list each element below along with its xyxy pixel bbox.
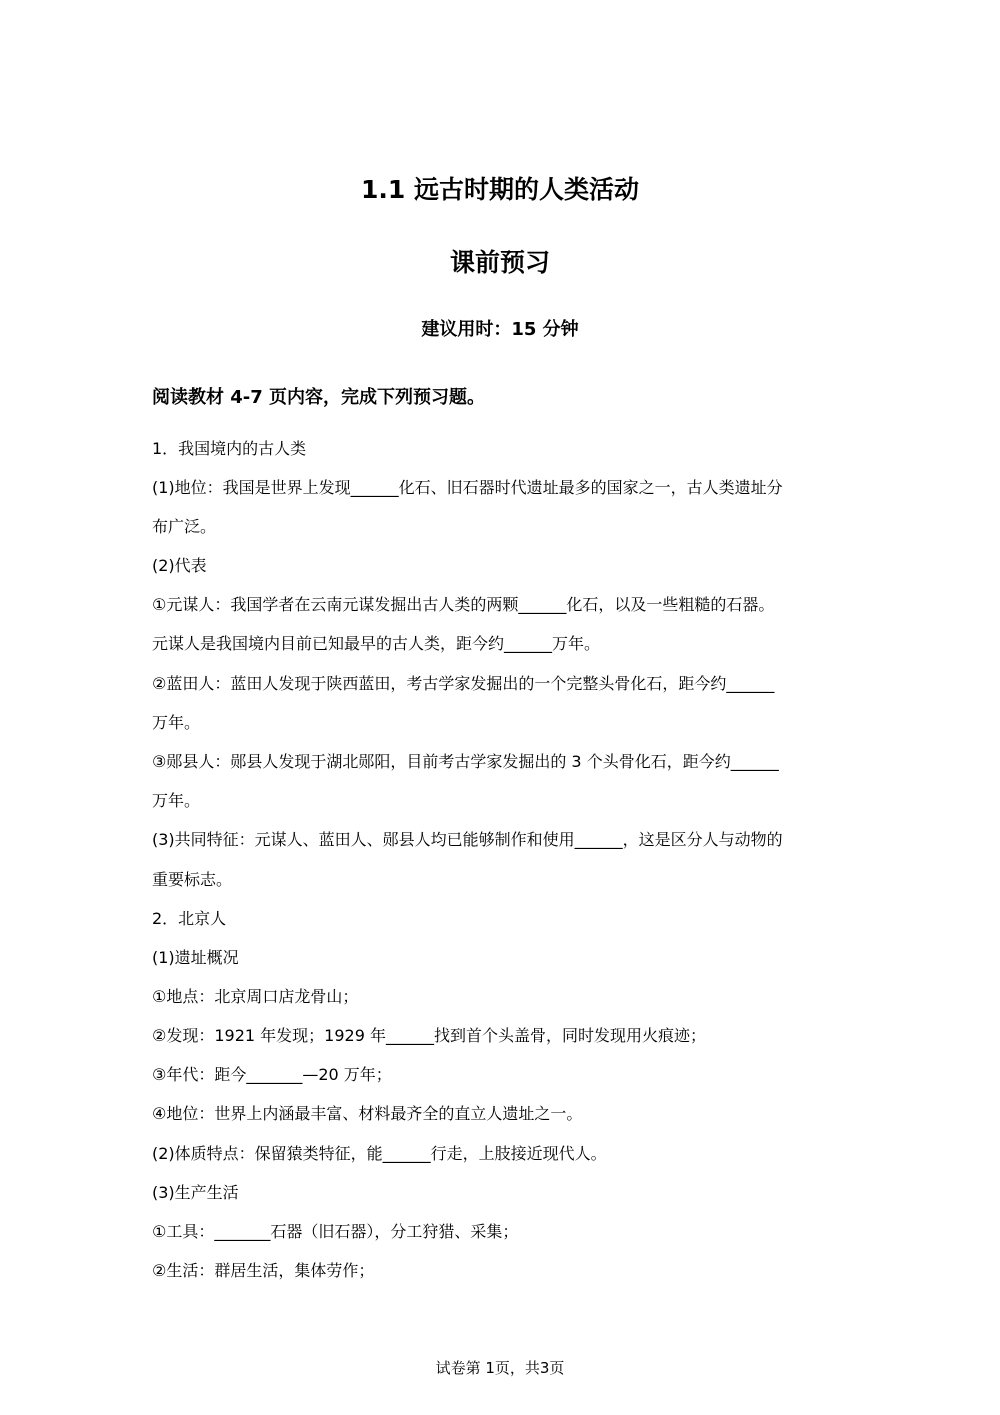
- text-line: ①工具：_______石器（旧石器），分工狩猎、采集；: [152, 1222, 519, 1241]
- document-title: 1.1 远古时期的人类活动: [361, 175, 639, 204]
- text-line: 1．我国境内的古人类: [152, 439, 307, 458]
- text-line: (1)地位：我国是世界上发现______化石、旧石器时代遗址最多的国家之一，古人类遗址分: [152, 478, 783, 497]
- text-line: ①地点：北京周口店龙骨山；: [152, 987, 359, 1006]
- text-line: ③郧县人：郧县人发现于湖北郧阳，目前考古学家发掘出的 3 个头骨化石，距今约______: [152, 752, 779, 771]
- text-line: 重要标志。: [152, 870, 233, 889]
- text-line: (1)遗址概况: [152, 948, 239, 967]
- text-line: (3)共同特征：元谋人、蓝田人、郧县人均已能够制作和使用______，这是区分人与动物的: [152, 830, 783, 849]
- text-line: 元谋人是我国境内目前已知最早的古人类，距今约______万年。: [152, 634, 601, 653]
- text-line: ①元谋人：我国学者在云南元谋发掘出古人类的两颗______化石，以及一些粗糙的石器。: [152, 595, 775, 614]
- text-line: (3)生产生活: [152, 1183, 239, 1202]
- text-line: ③年代：距今_______—20 万年；: [152, 1065, 392, 1084]
- text-line: ②蓝田人：蓝田人发现于陕西蓝田，考古学家发掘出的一个完整头骨化石，距今约______: [152, 674, 775, 693]
- text-line: 万年。: [152, 791, 201, 810]
- text-line: 布广泛。: [152, 517, 217, 536]
- text-line: 万年。: [152, 713, 201, 732]
- instruction: 阅读教材 4-7 页内容，完成下列预习题。: [152, 387, 486, 408]
- page-footer: 试卷第 1页，共3页: [435, 1359, 565, 1377]
- text-line: (2)代表: [152, 556, 207, 575]
- text-line: 2．北京人: [152, 909, 227, 928]
- text-line: ②发现：1921 年发现；1929 年______找到首个头盖骨，同时发现用火痕迹；: [152, 1026, 706, 1045]
- time-hint: 建议用时：15 分钟: [421, 319, 579, 340]
- text-line: ②生活：群居生活，集体劳作；: [152, 1261, 375, 1280]
- section-title: 课前预习: [449, 248, 550, 277]
- text-line: (2)体质特点：保留猿类特征，能______行走，上肢接近现代人。: [152, 1144, 607, 1163]
- text-line: ④地位：世界上内涵最丰富、材料最齐全的直立人遗址之一。: [152, 1104, 583, 1123]
